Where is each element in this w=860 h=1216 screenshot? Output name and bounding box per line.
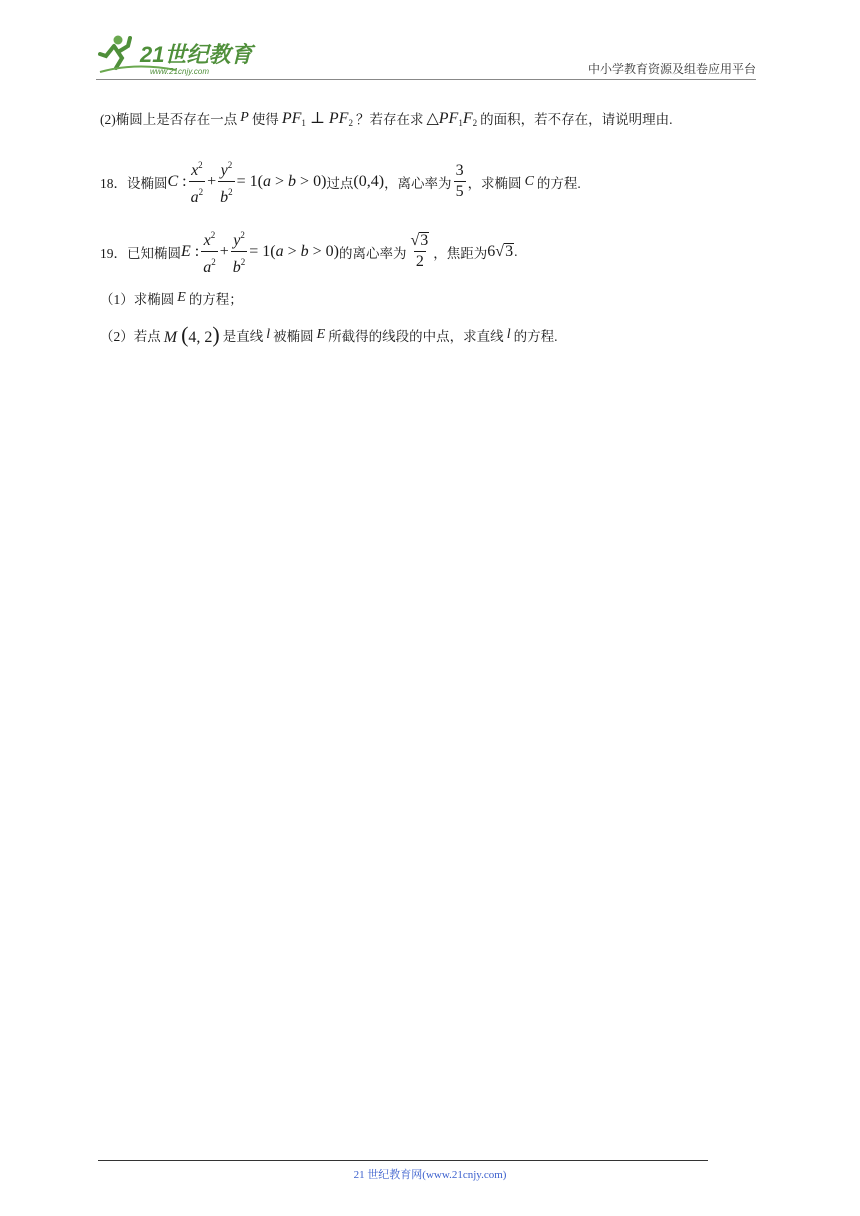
math-var: P xyxy=(240,110,249,125)
math-ellipse-e: E : xyxy=(181,242,200,260)
logo-text: 21世纪教育 xyxy=(140,42,253,67)
math-condition: = 1(a > b > 0) xyxy=(236,172,327,190)
q17-part2: (2)椭圆上是否存在一点 P 使得 $PF_1$ ⊥ $PF_2$ ？若存在求 $\triangle PF_1F_2$ 的面积，若不存在，请说明理由. xyxy=(100,110,673,128)
math-perp: $PF_1$ ⊥ $PF_2$ xyxy=(281,110,353,128)
page-header xyxy=(96,32,756,80)
frac-eccentricity: $\frac{3}{5}$ xyxy=(455,162,464,200)
header-divider xyxy=(96,79,756,80)
frac-y2-b2: $\frac{y^2}{b^2}$ xyxy=(220,160,233,206)
footer-text: 21 世纪教育网(www.21cnjy.com) xyxy=(353,1169,507,1181)
logo-url: www.21cnjy.com xyxy=(150,67,209,76)
q19-part1: （1）求椭圆 E 的方程； xyxy=(100,290,243,307)
q19-part2: （2）若点 M (4, 2) 是直线 l 被椭圆 E 所截得的线段的中点，求直线 l 的方程. xyxy=(100,322,558,347)
site-logo xyxy=(96,32,266,78)
frac-x2-a2: $\frac{x^2}{a^2}$ xyxy=(190,160,204,206)
math-point-m: M (4, 2) xyxy=(163,322,220,347)
math-ellipse-c: C : xyxy=(167,172,187,190)
q19: 19． 已知椭圆 E : $\frac{x^2}{a^2}$ + $\frac{y^2}{b^2}$ = 1(a > b > 0) 的离心率为 $\frac{√3}{2}$ ，焦距为 6√3 . xyxy=(100,230,518,276)
math-triangle: $\triangle PF_1F_2$ xyxy=(426,110,478,128)
math-focal-length: 6√3 xyxy=(487,242,514,260)
math-point: (0,4) xyxy=(353,172,385,190)
site-title: 中小学教育资源及组卷应用平台 xyxy=(587,62,756,76)
q18: 18． 设椭圆 C : $\frac{x^2}{a^2}$ + $\frac{y^2}{b^2}$ = 1(a > b > 0) 过点 (0,4) ，离心率为 $\frac{3}{5}$ ，求椭圆 C 的方程. xyxy=(100,156,581,207)
footer-divider xyxy=(98,1160,708,1161)
frac-sqrt3-over-2: $\frac{√3}{2}$ xyxy=(410,232,429,270)
